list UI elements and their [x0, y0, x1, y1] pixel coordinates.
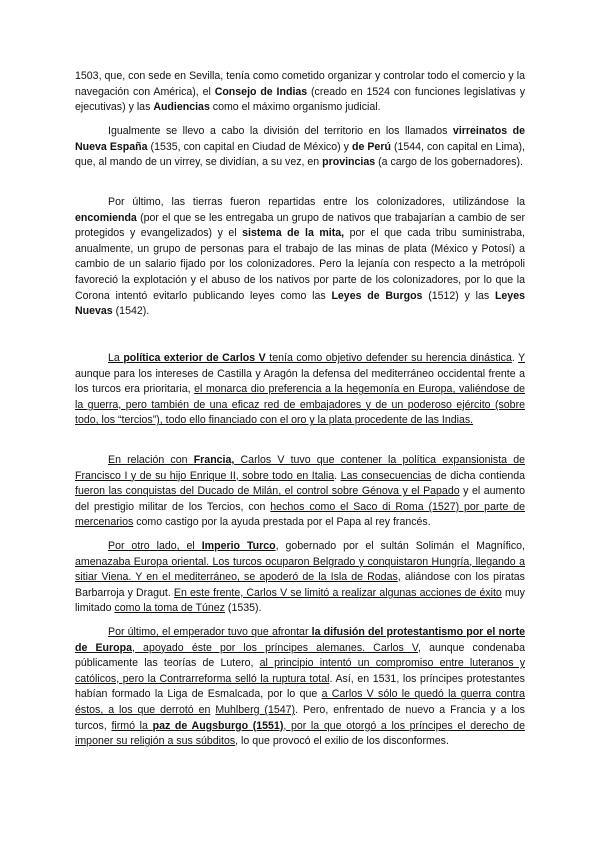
paragraph-politica-exterior [75, 351, 525, 429]
text-run: 1503, que, con sede en Sevilla, tenía como cometido organizar y controlar todo el comercio y la navegación con América), el [75, 70, 525, 98]
paragraph-instituciones [75, 69, 525, 116]
text-run: , aliándose con los piratas Barbarroja y Dragut. [75, 571, 525, 599]
paragraph-encomienda [75, 195, 525, 320]
bold-term: sistema de la mita, [242, 227, 345, 240]
bold-term: Francia, [193, 454, 235, 466]
text-run: como el máximo organismo judicial. [209, 101, 381, 114]
text-run: (por el que se les entregaba un grupo de nativos que trabajarían a cambio de ser protegidos y evangelizados) y el [75, 211, 525, 240]
text-run: (creado en 1524 con funciones legislativas y ejecutivas) y las [75, 85, 525, 114]
bold-term: de Perú [351, 140, 391, 153]
underlined-text: como la toma de Túnez [114, 602, 225, 615]
underlined-text: tenía como objetivo defender su herencia dinástica [265, 352, 512, 364]
text-run: (1535). [224, 602, 262, 615]
text-run: (a cargo de los gobernadores). [375, 156, 523, 169]
text-run: , lo que provocó el exilio de los disconformes. [235, 735, 449, 748]
paragraph-protestantismo [75, 625, 525, 750]
text-run: (1512) y las [422, 289, 495, 302]
paragraph-francia [75, 453, 525, 531]
underlined-text: En este frente, Carlos V se limitó a realizar algunas acciones de éxito [173, 586, 502, 599]
bold-term: la difusión del protestantismo por el norte de Europa [75, 626, 525, 654]
text-run: aunque para los intereses de Castilla y Aragón la defensa del mediterráneo occidental frente a los turcos era prioritaria, [75, 367, 525, 396]
underlined-text: Por último, el emperador tuvo que afrontar [108, 626, 312, 638]
underlined-text: hechos como el Saco di Roma (1527) por parte de mercenarios [75, 500, 525, 529]
underlined-text: Carlos V tuvo que contener la política expansionista de Francisco I y de su hijo Enrique II, sobre todo en Italia [75, 454, 525, 482]
text-run: muy limitado [75, 586, 525, 615]
text-run: Por último, las tierras fueron repartidas entre los colonizadores, utilizándose la [108, 196, 525, 208]
text-run: por el que cada tribu suministraba, anualmente, un grupo de personas para el trabajo de las minas de plata (México y Potosí) a cambio de un salario fijado por los colonizadores. Pero la lejanía con respecto a la metrópoli favoreció la explotación y el abuso de los nativos por parte de los colonizadores, por lo que la Corona intentó evitarlo publicando leyes como las [75, 227, 525, 302]
underlined-text: Muhlberg (1547) [215, 703, 296, 716]
text-run: (1535, con capital en Ciudad de México) y [147, 140, 352, 153]
bold-term: Leyes de Burgos [331, 289, 423, 302]
text-run: . [334, 469, 341, 482]
text-run: aunque condenaba públicamente las teorías de Lutero, [75, 641, 525, 670]
underlined-text: Por otro lado, el [108, 540, 202, 552]
text-run: (1542). [112, 305, 150, 318]
underlined-text: el monarca dio preferencia a la hegemonía en Europa, valiéndose de la guerra, pero también de una eficaz red de embajadores y de un poderoso ejército (sobre todo, los “tercios”), todo ello financiado con el oro y la plata procedente de las Indias. [75, 383, 525, 427]
bold-term: Imperio Turco [201, 540, 276, 552]
underlined-text: Las consecuencias [340, 469, 432, 482]
text-run: , gobernado por el sultán Solimán el Magnífico, [275, 540, 525, 552]
underlined-text: , por la que otorgó a los príncipes el derecho de imponer su religión a sus súbditos [75, 719, 525, 748]
underlined-text: Y [518, 352, 525, 364]
underlined-text: al principio intentó un compromiso entre luteranos y católicos, pero la Contrarreforma selló la ruptura total [75, 657, 525, 685]
text-run: . [511, 352, 519, 364]
bold-term: paz de Augsburgo (1551) [152, 719, 284, 732]
paragraph-virreinatos [75, 124, 525, 171]
bold-term: virreinatos de Nueva España [75, 125, 525, 153]
text-run: (1544, con capital en Lima), que, al mando de un virrey, se dividían, a su vez, en [75, 140, 525, 169]
text-run: . Así, en 1531, los príncipes protestantes habían formado la Liga de Esmalcada, por lo que [75, 672, 525, 701]
underlined-text: amenazaba Europa oriental. Los turcos ocuparon Belgrado y conquistaron Hungría, llegando a sitiar Viena. Y en el mediterráneo, se apoderó de la Isla de Rodas [75, 555, 525, 584]
underlined-text: , apoyado éste por los príncipes alemanes. Carlos V, [131, 641, 421, 654]
bold-term: provincias [322, 156, 376, 169]
bold-term: Audiencias [153, 101, 210, 114]
text-run: como castigo por la ayuda prestada por el Papa al rey francés. [133, 516, 431, 529]
underlined-text: firmó la [111, 719, 153, 732]
text-run: de dicha contienda [431, 469, 526, 482]
paragraph-imperio-turco [75, 539, 525, 617]
text-run: Igualmente se llevo a cabo la división del territorio en los llamados [108, 125, 453, 137]
text-run: y el aumento del prestigio militar de los Tercios, con [75, 485, 525, 513]
underlined-text: En relación con [108, 454, 194, 466]
bold-term: Consejo de Indias [214, 85, 308, 98]
bold-term: política exterior de Carlos V [123, 352, 266, 364]
underlined-text: La [108, 352, 124, 364]
bold-term: Leyes Nuevas [75, 289, 525, 318]
underlined-text: fueron las conquistas del Ducado de Milán, el control sobre Génova y el Papado [75, 485, 460, 498]
text-run: . Pero, enfrentado de nuevo a Francia y a los turcos, [75, 703, 525, 732]
bold-term: encomienda [75, 211, 137, 224]
underlined-text: a Carlos V sólo le quedó la guerra contra éstos, a los que derrotó en [75, 688, 525, 716]
